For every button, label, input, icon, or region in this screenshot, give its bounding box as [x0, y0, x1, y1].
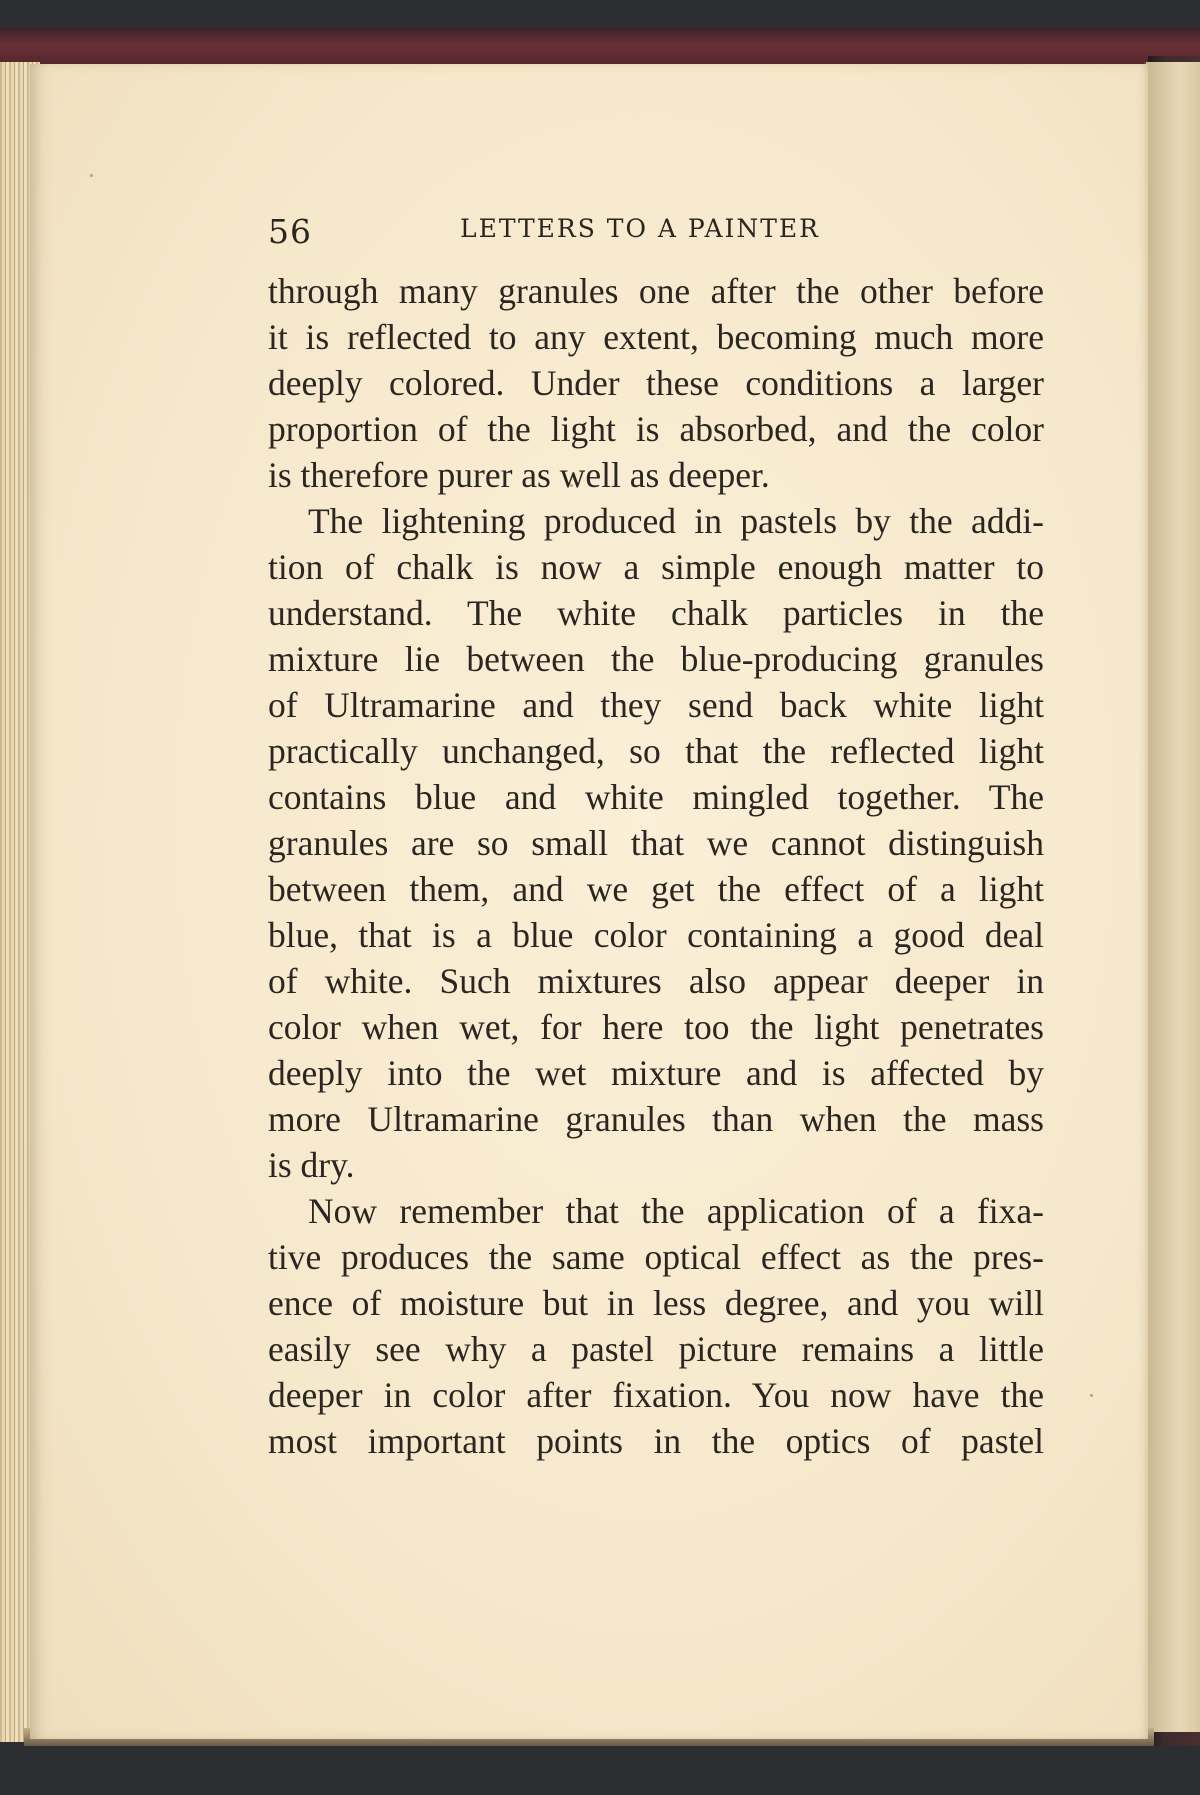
- text-line: tion of chalk is now a simple enough matter to: [268, 547, 1044, 587]
- paper-speck: [90, 174, 93, 177]
- paper-speck: [1090, 1394, 1093, 1397]
- text-line: understand. The white chalk particles in the: [268, 593, 1044, 633]
- text-line: through many granules one after the other before: [268, 271, 1044, 311]
- text-line: deeply into the wet mixture and is affected by: [268, 1053, 1044, 1093]
- text-line: practically unchanged, so that the reflected light: [268, 731, 1044, 771]
- text-line: is dry.: [268, 1145, 355, 1185]
- text-line: most important points in the optics of pastel: [268, 1421, 1044, 1461]
- text-line: easily see why a pastel picture remains a little: [268, 1329, 1044, 1369]
- text-line: it is reflected to any extent, becoming much more: [268, 317, 1044, 357]
- text-line: deeply colored. Under these conditions a larger: [268, 363, 1044, 403]
- text-line: color when wet, for here too the light penetrates: [268, 1007, 1044, 1047]
- body-text: [268, 268, 1044, 1464]
- text-line: The lightening produced in pastels by the addi-: [308, 501, 1044, 541]
- text-line: of Ultramarine and they send back white light: [268, 685, 1044, 725]
- text-line: ence of moisture but in less degree, and you will: [268, 1283, 1044, 1323]
- text-line: between them, and we get the effect of a light: [268, 869, 1044, 909]
- page-number: 56: [268, 212, 312, 251]
- text-line: blue, that is a blue color containing a good deal: [268, 915, 1044, 955]
- text-line: is therefore purer as well as deeper.: [268, 455, 770, 495]
- text-line: contains blue and white mingled together. The: [268, 777, 1044, 817]
- book-cover-top: [0, 28, 1200, 66]
- text-line: proportion of the light is absorbed, and the color: [268, 409, 1044, 449]
- text-line: Now remember that the application of a fixa-: [308, 1191, 1044, 1231]
- text-line: mixture lie between the blue-producing granules: [268, 639, 1044, 679]
- running-head: LETTERS TO A PAINTER: [460, 214, 821, 243]
- text-line: granules are so small that we cannot distinguish: [268, 823, 1044, 863]
- text-line: tive produces the same optical effect as the pres-: [268, 1237, 1044, 1277]
- text-line: more Ultramarine granules than when the mass: [268, 1099, 1044, 1139]
- facing-page-edge: [1144, 62, 1200, 1732]
- text-line: deeper in color after fixation. You now have the: [268, 1375, 1044, 1415]
- page-header: [268, 206, 1048, 256]
- text-line: of white. Such mixtures also appear deeper in: [268, 961, 1044, 1001]
